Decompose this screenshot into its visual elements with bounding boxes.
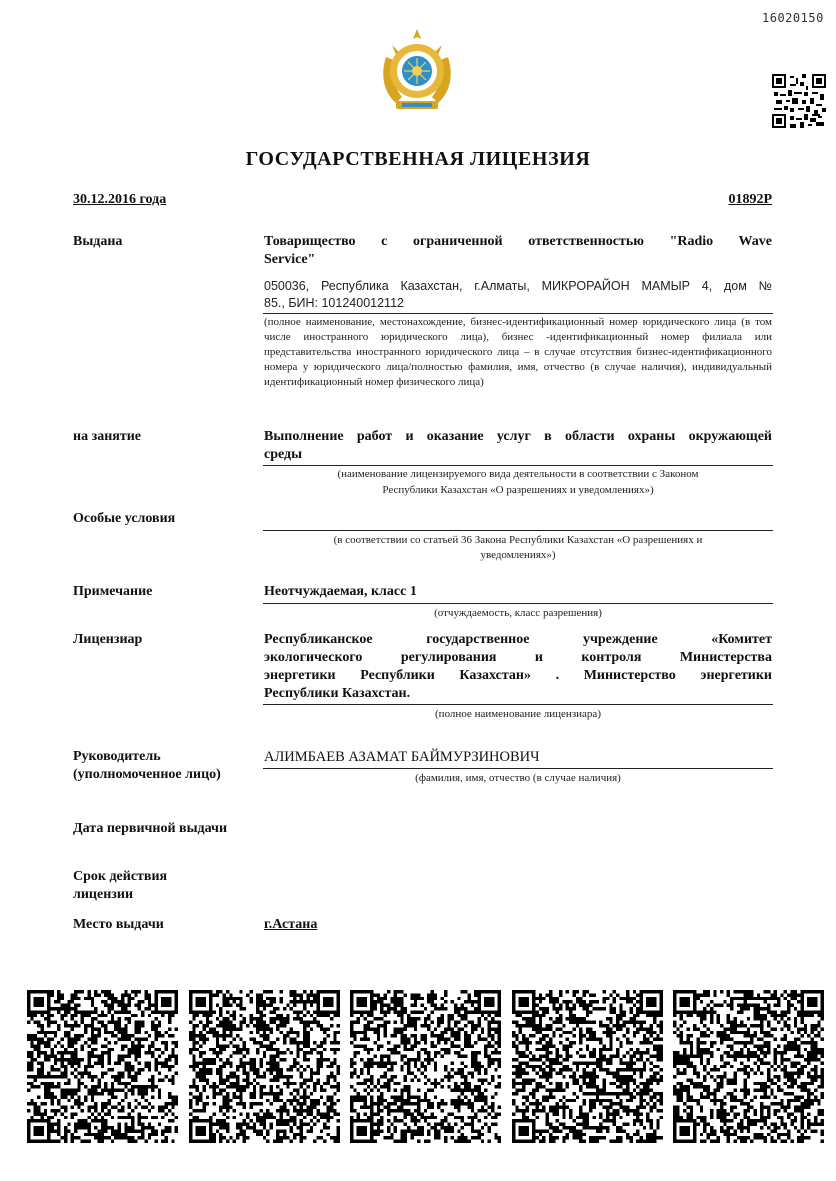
state-emblem-icon — [374, 27, 460, 113]
licensor-line3: энергетики Республики Казахстан» . Министерство энергетики — [264, 668, 772, 683]
first-issue-label: Дата первичной выдачи — [73, 821, 228, 836]
licensor-line4: Республики Казахстан. — [264, 686, 411, 701]
licensee-address-line1: 050036, Республика Казахстан, г.Алматы, МИКРОРАЙОН МАМЫР 4, дом № — [264, 279, 772, 293]
licensor-label: Лицензиар — [73, 632, 143, 647]
activity-label: на занятие — [73, 429, 141, 444]
licensor-underline — [263, 704, 773, 705]
place-label: Место выдачи — [73, 917, 164, 932]
qr-code-icon — [189, 990, 340, 1143]
activity-note-line1: (наименование лицензируемого вида деятельности в соответствии с Законом — [337, 468, 699, 480]
validity-label-line1: Срок действия — [73, 869, 168, 884]
licensee-note: (полное наименование, местонахождение, бизнес-идентификационный номер юридического лица (в том числе иностранного юридического лица), бизнес -идентификационный номер филиала или представительства иностранного юридического лица – в случае отсутствия бизнес-идентификационного номера у юридического лица/полностью фамилия, имя, отчество (в случае наличия), индивидуальный идентификационный номер физического лица) — [264, 316, 772, 388]
special-conditions-note-line2: уведомлениях») — [480, 549, 556, 561]
head-note: (фамилия, имя, отчество (в случае наличия) — [415, 772, 621, 784]
special-conditions-label: Особые условия — [73, 511, 176, 526]
issue-date: 30.12.2016 года — [73, 192, 167, 207]
license-number: 01892P — [728, 192, 772, 207]
licensor-note: (полное наименование лицензиара) — [435, 708, 601, 720]
issued-label: Выдана — [73, 234, 123, 249]
licensee-address-line2: 85., БИН: 101240012112 — [264, 296, 404, 310]
place-value: г.Астана — [264, 917, 318, 932]
remark-note: (отчуждаемость, класс разрешения) — [434, 607, 602, 619]
qr-code-icon — [673, 990, 824, 1143]
licensee-name-line2: Service" — [264, 252, 316, 267]
licensor-line2: экологического регулирования и контроля Министерства — [264, 650, 772, 665]
special-conditions-note-line1: (в соответствии со статьей 36 Закона Республики Казахстан «О разрешениях и — [333, 534, 703, 546]
remark-label: Примечание — [73, 584, 153, 599]
qr-code-icon — [512, 990, 663, 1143]
licensee-underline — [263, 313, 773, 314]
head-label-line2: (уполномоченное лицо) — [73, 767, 221, 782]
activity-value-line1: Выполнение работ и оказание услуг в области охраны окружающей — [264, 429, 772, 444]
qr-code-icon — [27, 990, 178, 1143]
qr-code-icon — [772, 74, 826, 128]
head-underline — [263, 768, 773, 769]
licensee-name-line1: Товарищество с ограниченной ответственностью "Radio Wave — [264, 234, 772, 249]
document-number: 16020150 — [762, 11, 824, 25]
activity-underline — [263, 465, 773, 466]
remark-underline — [263, 603, 773, 604]
qr-code-icon — [350, 990, 501, 1143]
licensor-line1: Республиканское государственное учреждение «Комитет — [264, 632, 772, 647]
head-label-line1: Руководитель — [73, 749, 161, 764]
document-title: ГОСУДАРСТВЕННАЯ ЛИЦЕНЗИЯ — [245, 148, 591, 170]
head-name: АЛИМБАЕВ АЗАМАТ БАЙМУРЗИНОВИЧ — [264, 749, 540, 765]
remark-value: Неотчуждаемая, класс 1 — [264, 584, 417, 599]
special-conditions-underline — [263, 530, 773, 531]
activity-value-line2: среды — [264, 447, 303, 462]
activity-note-line2: Республики Казахстан «О разрешениях и уведомлениях») — [382, 484, 654, 496]
validity-label-line2: лицензии — [73, 887, 134, 902]
